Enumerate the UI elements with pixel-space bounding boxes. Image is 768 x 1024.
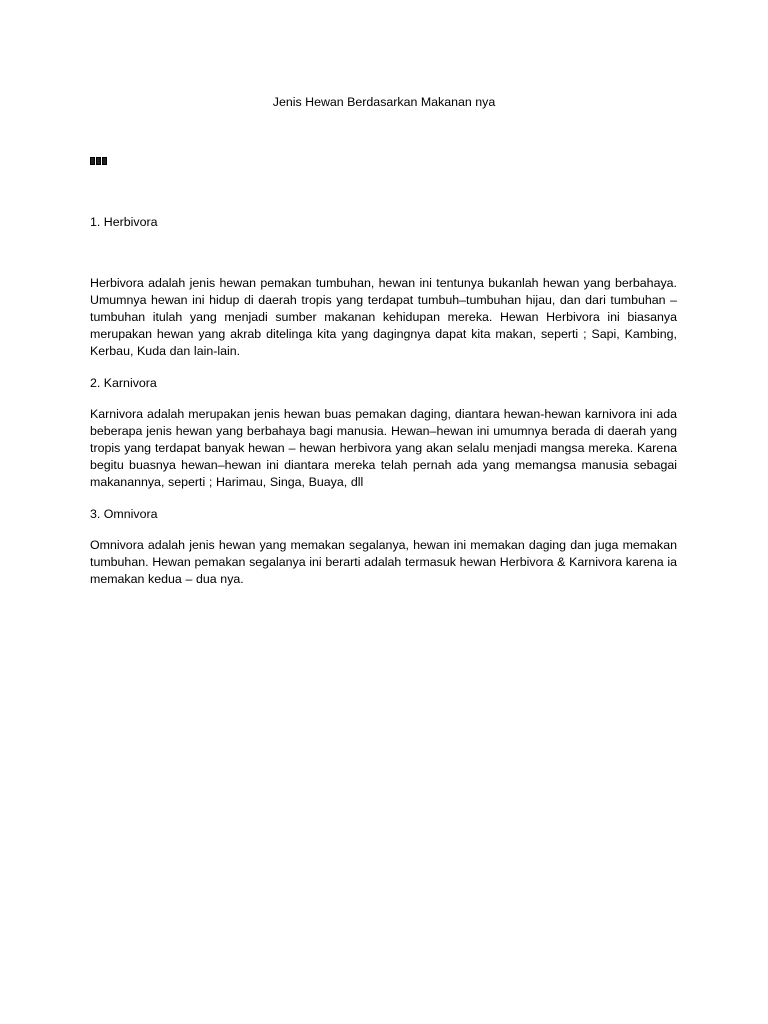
document-title: Jenis Hewan Berdasarkan Makanan nya xyxy=(272,95,496,109)
document-body xyxy=(90,214,677,588)
missing-glyph-boxes xyxy=(90,157,107,165)
section-body-omnivora: Omnivora adalah jenis hewan yang memakan segalanya, hewan ini memakan daging dan juga memakan tumbuhan. Hewan pemakan segalanya ini berarti adalah termasuk hewan Herbivora & Karnivora karena ia memakan kedua – dua nya. xyxy=(90,538,677,586)
missing-glyph-icon xyxy=(90,157,95,165)
section-body-herbivora: Herbivora adalah jenis hewan pemakan tumbuhan, hewan ini tentunya bukanlah hewan yang berbahaya. Umumnya hewan ini hidup di daerah tropis yang terdapat tumbuh–tumbuhan hijau, dan dari tumbuhan – tumbuhan itulah yang menjadi sumber makanan kehidupan mereka. Hewan Herbivora ini biasanya merupakan hewan yang akrab ditelinga kita yang dagingnya dapat kita makan, seperti ; Sapi, Kambing, Kerbau, Kuda dan lain-lain. xyxy=(90,276,677,358)
missing-glyph-icon xyxy=(102,157,107,165)
section-heading-karnivora: 2. Karnivora xyxy=(90,376,157,390)
section-body-karnivora: Karnivora adalah merupakan jenis hewan buas pemakan daging, diantara hewan-hewan karnivora ini ada beberapa jenis hewan yang berbahaya bagi manusia. Hewan–hewan ini umumnya berada di daerah yang tropis yang terdapat banyak hewan – hewan herbivora yang akan selalu menjadi mangsa mereka. Karena begitu buasnya hewan–hewan ini diantara mereka telah pernah ada yang memangsa manusia sebagai makanannya, seperti ; Harimau, Singa, Buaya, dll xyxy=(90,407,677,489)
section-heading-omnivora: 3. Omnivora xyxy=(90,507,158,521)
section-heading-herbivora: 1. Herbivora xyxy=(90,215,158,229)
missing-glyph-icon xyxy=(96,157,101,165)
